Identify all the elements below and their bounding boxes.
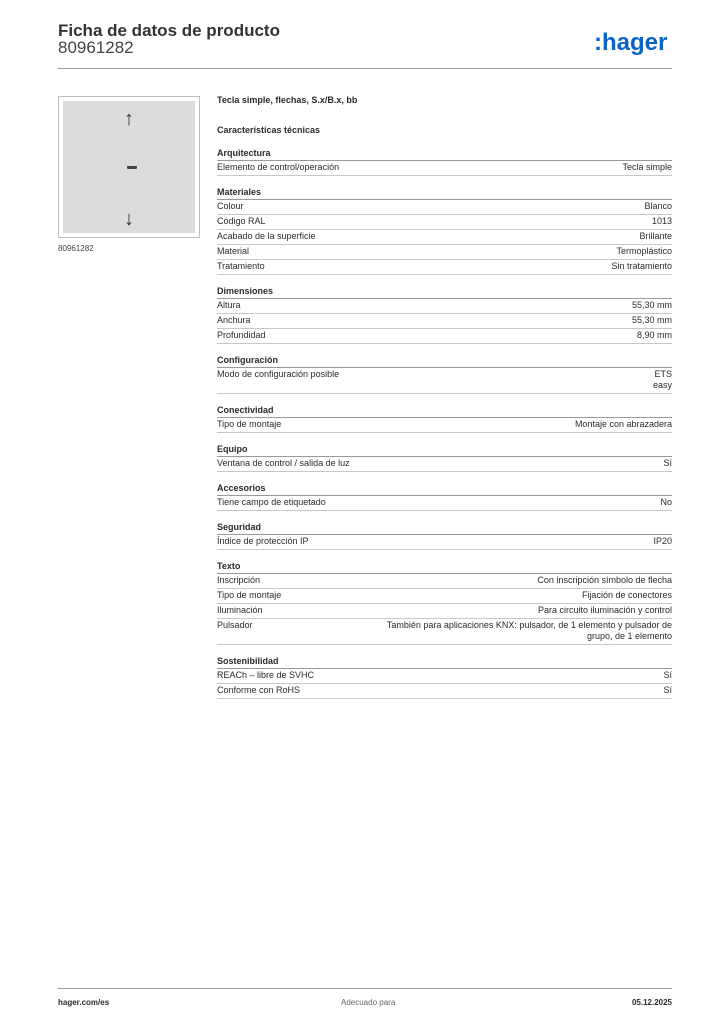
spec-section bbox=[217, 354, 672, 394]
spec-label: Conforme con RoHS bbox=[217, 685, 301, 695]
spec-row bbox=[217, 535, 672, 550]
dash-icon bbox=[127, 166, 137, 169]
section-title: Conectividad bbox=[217, 404, 672, 418]
spec-row bbox=[217, 230, 672, 245]
spec-label: Altura bbox=[217, 300, 241, 310]
spec-section bbox=[217, 482, 672, 511]
spec-label: REACh – libre de SVHC bbox=[217, 670, 315, 680]
spec-value: ETS easy bbox=[652, 369, 672, 390]
spec-label: Acabado de la superficie bbox=[217, 231, 316, 241]
product-name: Tecla simple, flechas, S.x/B.x, bb bbox=[217, 95, 358, 105]
spec-label: Colour bbox=[217, 201, 244, 211]
spec-row bbox=[217, 457, 672, 472]
spec-value: Brillante bbox=[639, 231, 672, 241]
section-title: Accesorios bbox=[217, 482, 672, 496]
spec-section bbox=[217, 186, 672, 275]
spec-row bbox=[217, 299, 672, 314]
spec-section bbox=[217, 655, 672, 699]
spec-label: Profundidad bbox=[217, 330, 266, 340]
spec-label: Índice de protección IP bbox=[217, 536, 309, 546]
spec-value: Sí bbox=[663, 685, 672, 695]
spec-row bbox=[217, 619, 672, 645]
footer-date: 05.12.2025 bbox=[631, 998, 672, 1007]
spec-section bbox=[217, 285, 672, 344]
spec-value: También para aplicaciones KNX: pulsador, de 1 elemento y pulsador de grupo, de 1 elemento bbox=[386, 620, 672, 641]
spec-row bbox=[217, 574, 672, 589]
arrow-up-icon: ↑ bbox=[124, 108, 134, 130]
spec-value: Sí bbox=[663, 458, 672, 468]
spec-row bbox=[217, 314, 672, 329]
spec-value: 55,30 mm bbox=[631, 315, 672, 325]
spec-row bbox=[217, 245, 672, 260]
spec-section bbox=[217, 560, 672, 645]
spec-row bbox=[217, 329, 672, 344]
spec-row bbox=[217, 604, 672, 619]
spec-value: 8,90 mm bbox=[636, 330, 672, 340]
spec-value: Blanco bbox=[644, 201, 672, 211]
footer-divider bbox=[58, 988, 672, 989]
section-title: Sostenibilidad bbox=[217, 655, 672, 669]
image-caption: 80961282 bbox=[58, 244, 94, 253]
spec-row bbox=[217, 200, 672, 215]
spec-row bbox=[217, 215, 672, 230]
spec-value: IP20 bbox=[653, 536, 672, 546]
spec-value: Termoplástico bbox=[616, 246, 672, 256]
spec-label: Ventana de control / salida de luz bbox=[217, 458, 350, 468]
footer-middle: Adecuado para bbox=[341, 998, 396, 1007]
spec-row bbox=[217, 684, 672, 699]
spec-value: Sin tratamiento bbox=[611, 261, 672, 271]
header-divider bbox=[58, 68, 672, 69]
spec-value: Sí bbox=[663, 670, 672, 680]
spec-row bbox=[217, 418, 672, 433]
hager-logo-text: :hager bbox=[594, 29, 668, 56]
spec-label: Tipo de montaje bbox=[217, 419, 282, 429]
footer-url[interactable]: hager.com/es bbox=[58, 998, 110, 1007]
spec-content bbox=[217, 93, 672, 699]
spec-value: Con inscripción símbolo de flecha bbox=[537, 575, 672, 585]
section-title: Dimensiones bbox=[217, 285, 672, 299]
section-title: Configuración bbox=[217, 354, 672, 368]
spec-value: 1013 bbox=[651, 216, 672, 226]
spec-label: Tratamiento bbox=[217, 261, 265, 271]
spec-label: Elemento de control/operación bbox=[217, 162, 340, 172]
spec-row bbox=[217, 260, 672, 275]
spec-section bbox=[217, 404, 672, 433]
spec-row bbox=[217, 161, 672, 176]
hager-logo bbox=[594, 28, 674, 56]
section-title: Materiales bbox=[217, 186, 672, 200]
section-title: Seguridad bbox=[217, 521, 672, 535]
spec-value: No bbox=[660, 497, 672, 507]
spec-label: Anchura bbox=[217, 315, 251, 325]
spec-label: Tipo de montaje bbox=[217, 590, 282, 600]
spec-row bbox=[217, 669, 672, 684]
section-title: Arquitectura bbox=[217, 147, 672, 161]
section-title: Texto bbox=[217, 560, 672, 574]
spec-row bbox=[217, 368, 672, 394]
spec-label: Pulsador bbox=[217, 620, 253, 630]
arrow-down-icon: ↓ bbox=[124, 208, 134, 230]
spec-section bbox=[217, 521, 672, 550]
spec-sections bbox=[217, 147, 672, 699]
spec-row bbox=[217, 496, 672, 511]
spec-value: Tecla simple bbox=[622, 162, 672, 172]
page-title: Ficha de datos de producto bbox=[58, 21, 280, 40]
spec-value: Para circuito iluminación y control bbox=[537, 605, 672, 615]
spec-label: Iluminación bbox=[217, 605, 263, 615]
spec-value: 55,30 mm bbox=[631, 300, 672, 310]
product-image bbox=[58, 96, 200, 238]
characteristics-title: Características técnicas bbox=[217, 125, 321, 135]
spec-value: Montaje con abrazadera bbox=[574, 419, 672, 429]
spec-section bbox=[217, 147, 672, 176]
spec-label: Modo de configuración posible bbox=[217, 369, 340, 379]
spec-value: Fijación de conectores bbox=[581, 590, 672, 600]
spec-label: Código RAL bbox=[217, 216, 266, 226]
section-title: Equipo bbox=[217, 443, 672, 457]
spec-row bbox=[217, 589, 672, 604]
product-code: 80961282 bbox=[58, 38, 134, 57]
spec-label: Inscripción bbox=[217, 575, 261, 585]
spec-label: Tiene campo de etiquetado bbox=[217, 497, 326, 507]
spec-label: Material bbox=[217, 246, 250, 256]
spec-section bbox=[217, 443, 672, 472]
